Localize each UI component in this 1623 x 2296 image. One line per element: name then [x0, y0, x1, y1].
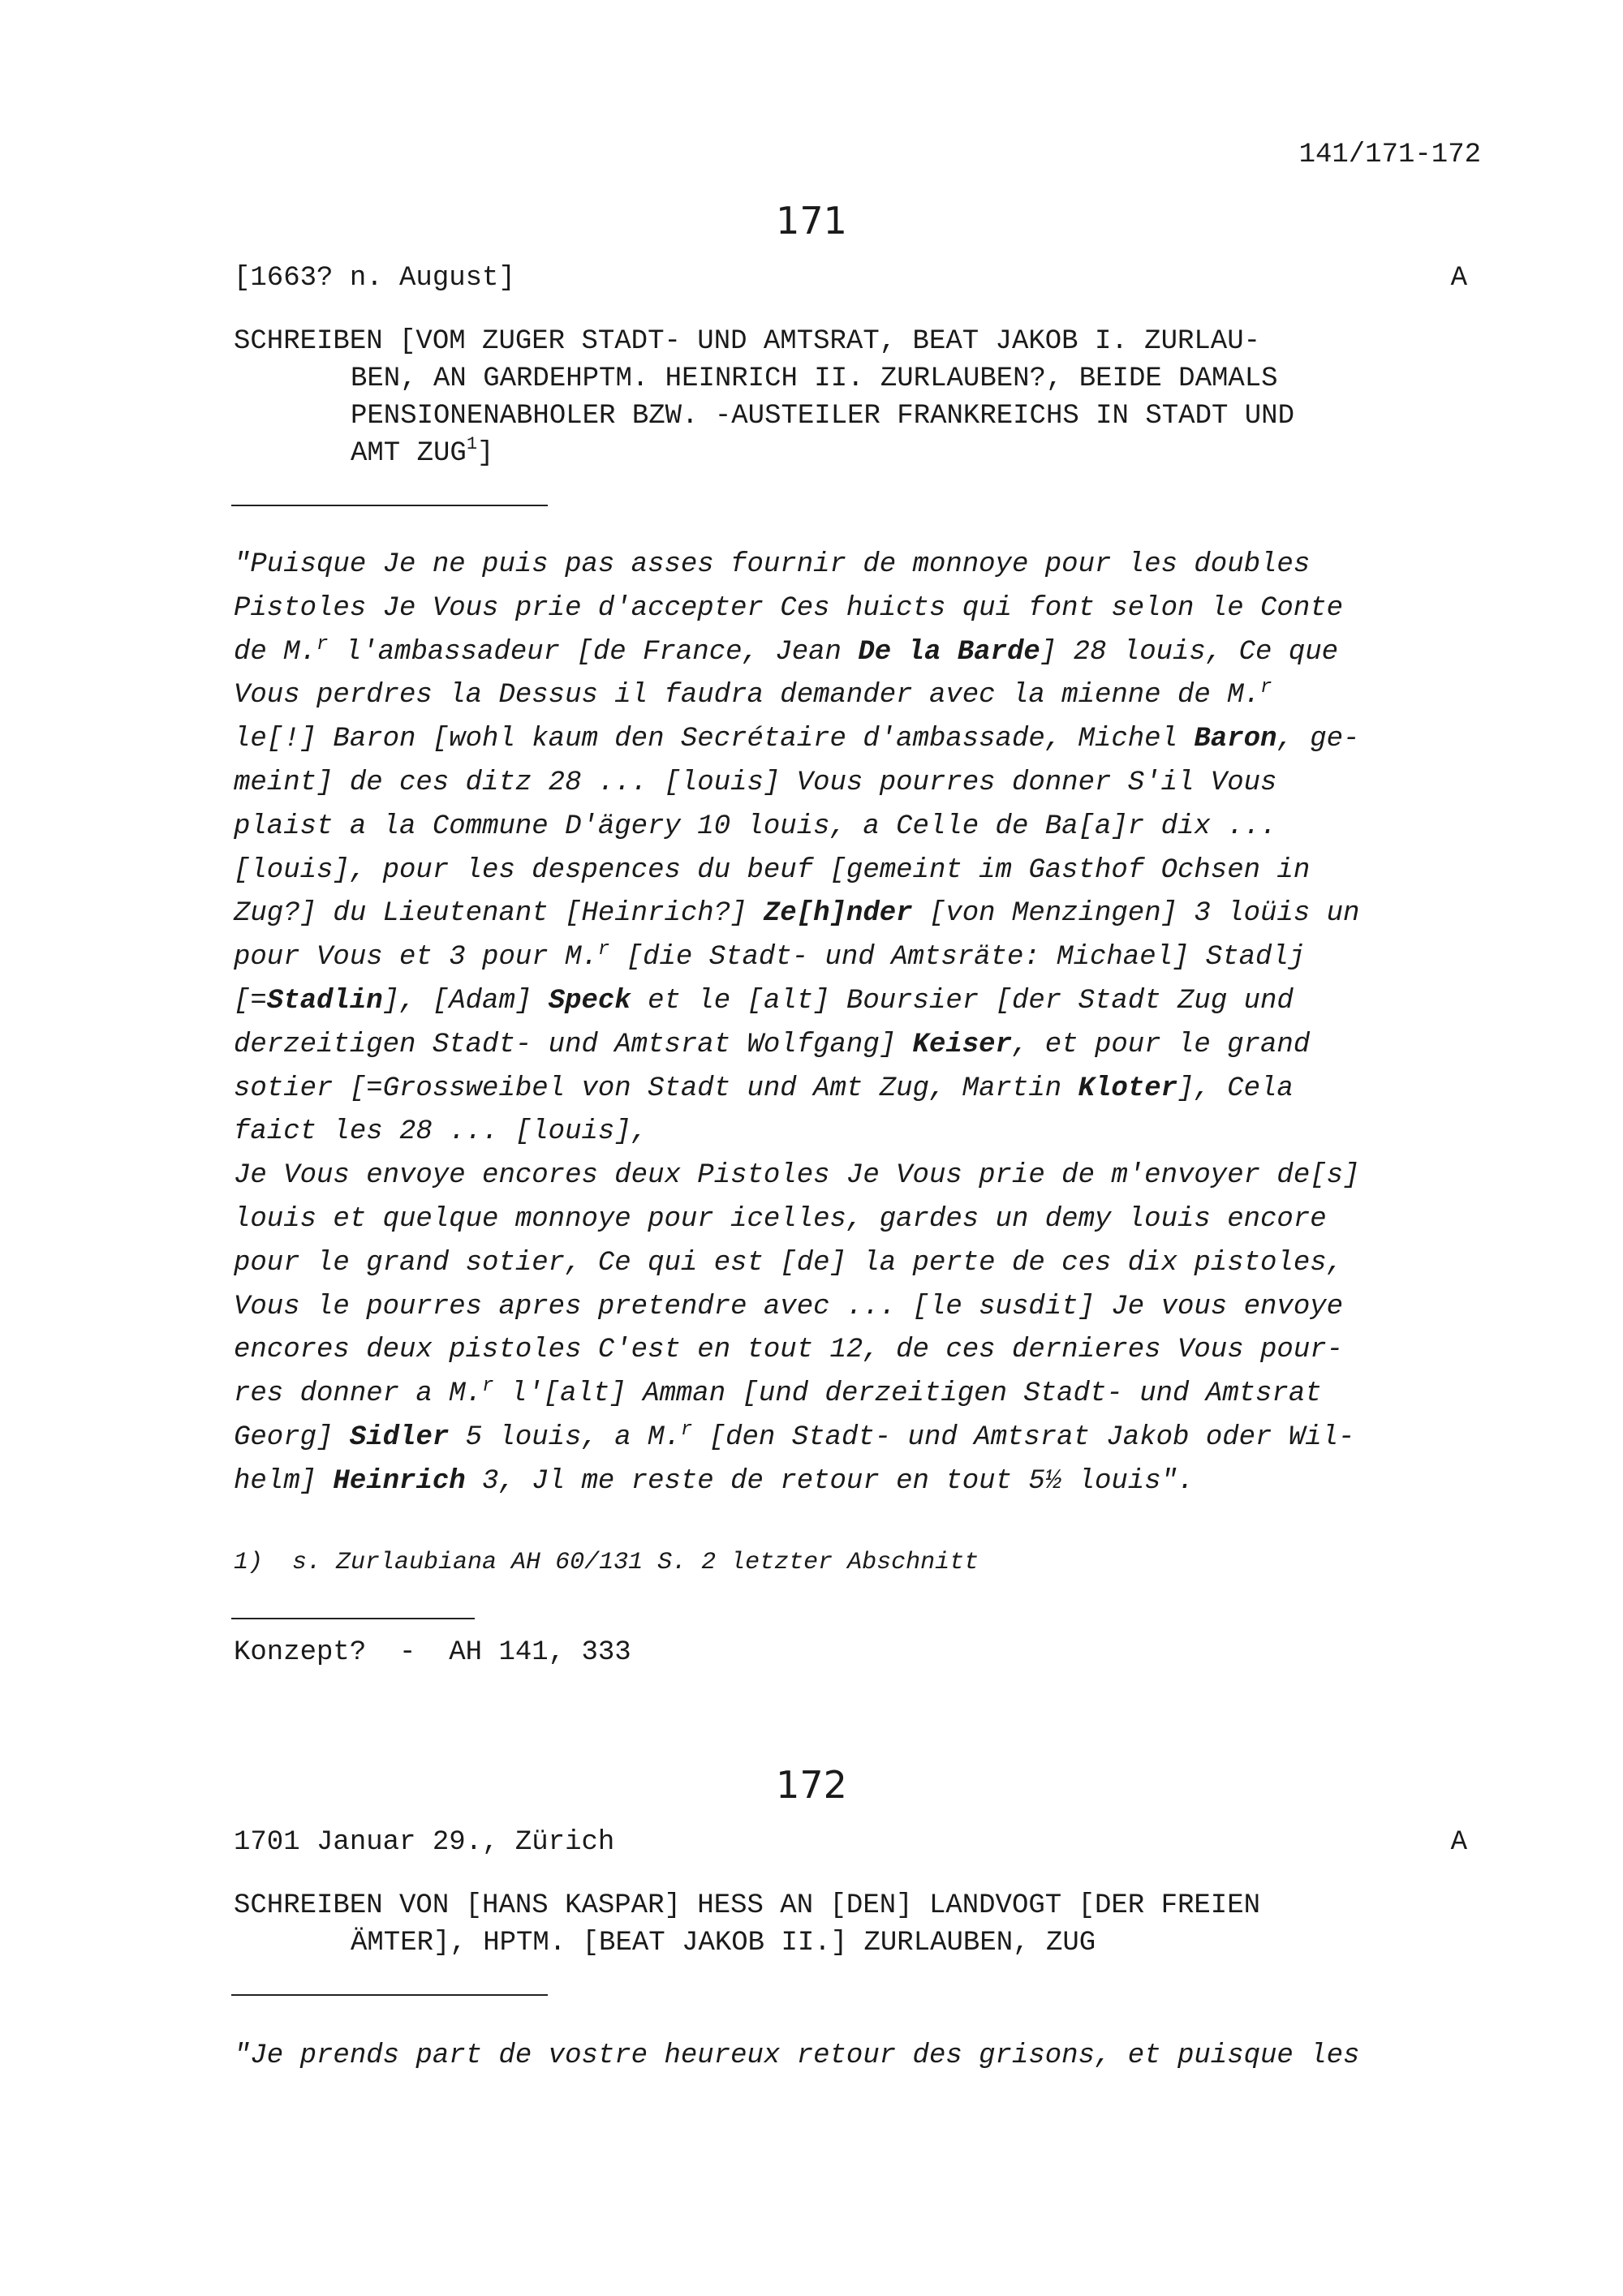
text-line: res donner a M.$^r$ l'[alt] Amman [und derzeitigen Stadt- und Amtsrat — [234, 1375, 1322, 1410]
name-bold: Baron — [1194, 724, 1277, 755]
name-bold: De la Barde — [858, 636, 1040, 668]
text-line: "Puisque Je ne puis pas asses fournir de monnoye pour les doubles — [234, 549, 1311, 580]
text-line: helm] Heinrich 3, Jl me reste de retour en tout 5½ louis". — [234, 1465, 1195, 1497]
text-line: Zug?] du Lieutenant [Heinrich?] Ze[h]nder [von Menzingen] 3 loüis un — [234, 898, 1360, 930]
heading-line: AMT ZUG$^1$] — [351, 434, 494, 469]
text-line: plaist a la Commune D'ägery 10 louis, a Celle de Ba[a]r dix ... — [234, 810, 1277, 842]
document-date: [1663? n. August] — [234, 263, 515, 294]
text-line: sotier [=Grossweibel von Stadt und Amt Zug, Martin Kloter], Cela — [234, 1073, 1294, 1104]
text-line: Georg] Sidler 5 louis, a M.$^r$ [den Stadt- und Amtsrat Jakob oder Wil- — [234, 1418, 1355, 1453]
text-line: [louis], pour les despences du beuf [gemeint im Gasthof Ochsen in — [234, 854, 1311, 886]
document-number-172: 172 — [776, 1763, 847, 1807]
name-bold: Heinrich — [333, 1465, 466, 1497]
document-type: A — [1450, 1827, 1467, 1858]
page-reference: 141/171-172 — [1298, 140, 1481, 170]
footnote: 1) s. Zurlaubiana AH 60/131 S. 2 letzter Abschnitt — [234, 1549, 979, 1576]
name-bold: Sidler — [349, 1421, 450, 1453]
heading-divider — [231, 1994, 548, 1996]
name-bold: Speck — [548, 985, 631, 1017]
heading-line: SCHREIBEN VON [HANS KASPAR] HESS AN [DEN] LANDVOGT [DER FREIEN — [234, 1890, 1261, 1921]
text-line: le[!] Baron [wohl kaum den Secrétaire d'ambassade, Michel Baron, ge- — [234, 724, 1360, 755]
text-line: derzeitigen Stadt- und Amtsrat Wolfgang] Keiser, et pour le grand — [234, 1029, 1311, 1060]
heading-line: BEN, AN GARDEHPTM. HEINRICH II. ZURLAUBEN?, BEIDE DAMALS — [351, 363, 1278, 394]
text-line: meint] de ces ditz 28 ... [louis] Vous pourres donner S'il Vous — [234, 767, 1277, 798]
text-line: Pistoles Je Vous prie d'accepter Ces huicts qui font selon le Conte — [234, 592, 1344, 624]
letter-text-172 — [234, 2035, 1500, 2079]
text-line: [=Stadlin], [Adam] Speck et le [alt] Boursier [der Stadt Zug und — [234, 985, 1294, 1017]
heading-line: PENSIONENABHOLER BZW. -AUSTEILER FRANKREICHS IN STADT UND — [351, 401, 1294, 432]
text-line: "Je prends part de vostre heureux retour des grisons, et puisque les — [234, 2040, 1360, 2071]
heading-line: SCHREIBEN [VOM ZUGER STADT- UND AMTSRAT, BEAT JAKOB I. ZURLAU- — [234, 326, 1261, 357]
name-bold: Ze[h]nder — [763, 898, 913, 930]
heading-line: ÄMTER], HPTM. [BEAT JAKOB II.] ZURLAUBEN, ZUG — [351, 1928, 1096, 1958]
text-line: Vous le pourres apres pretendre avec ... [le susdit] Je vous envoye — [234, 1291, 1344, 1322]
footnote-divider — [231, 1618, 475, 1619]
source-reference: Konzept? - AH 141, 333 — [234, 1637, 631, 1668]
letter-text-171 — [234, 544, 1500, 1504]
document-heading-172 — [234, 1887, 1483, 1962]
document-date: 1701 Januar 29., Zürich — [234, 1827, 615, 1858]
text-line: encores deux pistoles C'est en tout 12, de ces dernieres Vous pour- — [234, 1335, 1344, 1366]
text-line: de M.$^r$ l'ambassadeur [de France, Jean De la Barde] 28 louis, Ce que — [234, 633, 1339, 668]
text-line: Je Vous envoye encores deux Pistoles Je Vous prie de m'envoyer de[s] — [234, 1160, 1360, 1192]
text-line: Vous perdres la Dessus il faudra demander avec la mienne de M.$^r$ — [234, 677, 1272, 712]
text-line: faict les 28 ... [louis], — [234, 1116, 648, 1148]
document-type: A — [1450, 263, 1467, 294]
document-heading-171 — [234, 323, 1483, 472]
name-bold: Stadlin — [266, 985, 383, 1017]
heading-divider — [231, 505, 548, 506]
document-number-171: 171 — [776, 199, 847, 243]
text-line: louis et quelque monnoye pour icelles, gardes un demy louis encore — [234, 1203, 1327, 1235]
name-bold: Keiser — [912, 1029, 1012, 1060]
text-line: pour Vous et 3 pour M.$^r$ [die Stadt- und Amtsräte: Michael] Stadlj — [234, 939, 1306, 974]
name-bold: Kloter — [1078, 1073, 1177, 1104]
text-line: pour le grand sotier, Ce qui est [de] la perte de ces dix pistoles, — [234, 1247, 1344, 1279]
footnote-marker: 1 — [466, 434, 478, 454]
